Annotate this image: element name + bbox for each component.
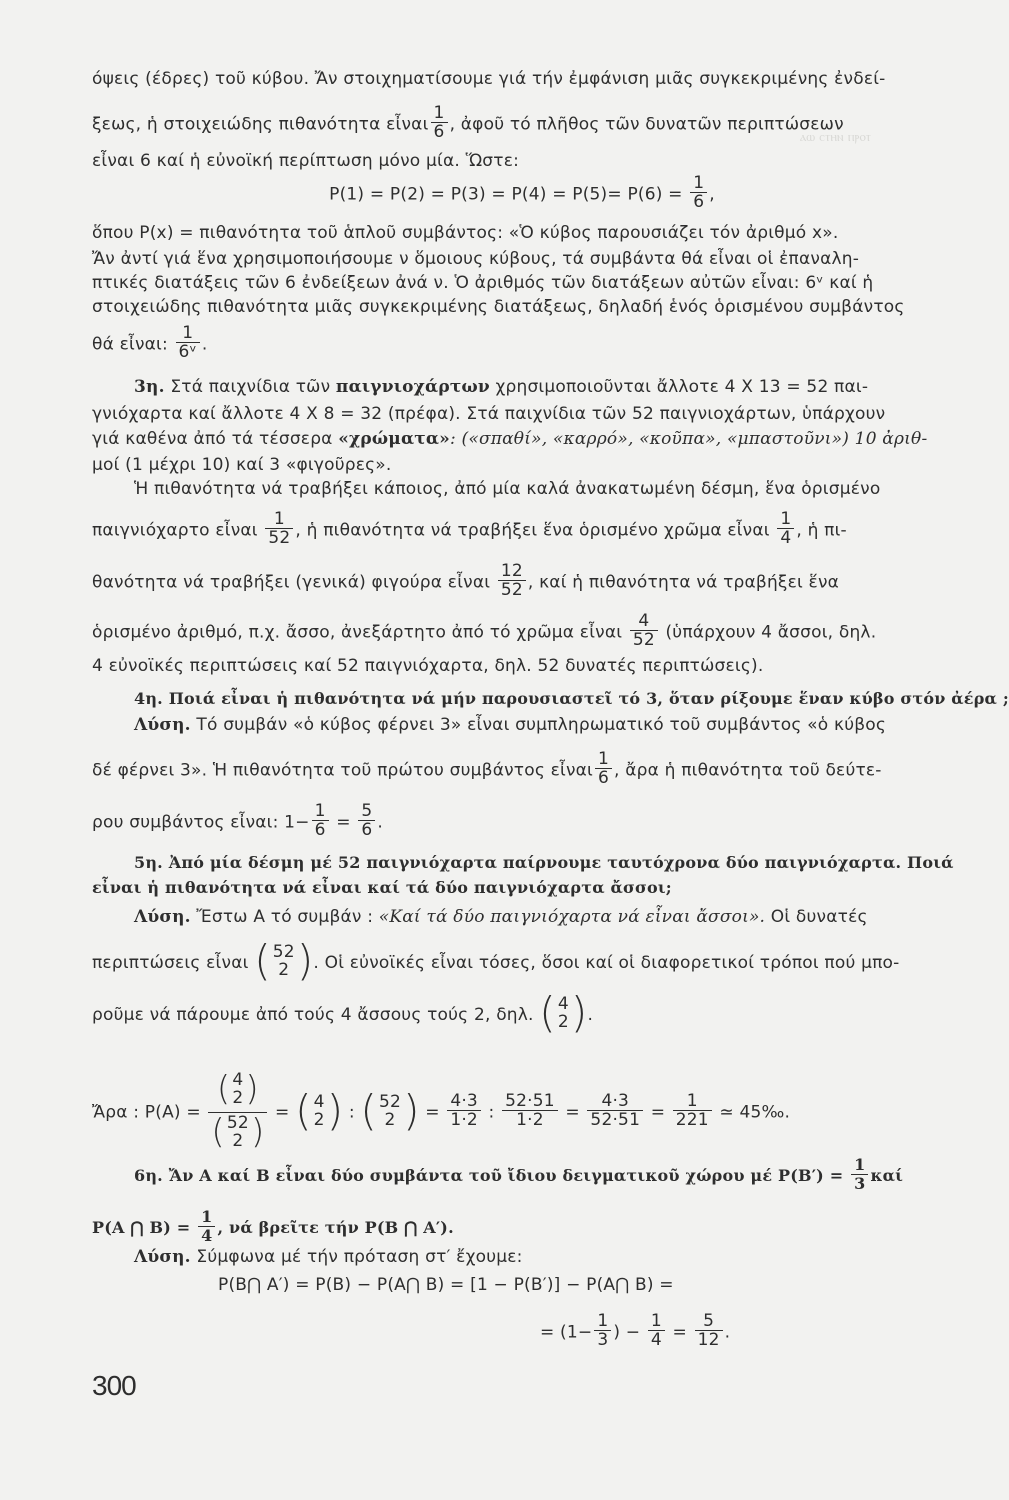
- text-line: Λύση. Ἔστω Α τό συμβάν : «Καί τά δύο παιγνιόχαρτα νά εἶναι ἄσσοι». Οἱ δυνατές: [134, 907, 868, 927]
- probability-formula: Ἄρα : P(A) = ( 4 2 ) ( 52 2 ) = ( 4 2 ) : ( 52 2 ) = $\frac{4\cdot 3}{1\cdot 2}$ : $\frac{52\cdot 51}{1\cdot 2}$ = $\frac{4\cdot 3}{52\cdot 51}$ = $\frac{1}{221}$ ≃ 45‰.: [92, 1069, 791, 1152]
- text-line: 3η. Στά παιχνίδια τῶν παιγνιοχάρτων χρησιμοποιοῦνται ἄλλοτε 4 X 13 = 52 παι-: [134, 377, 869, 397]
- exercise-question: 6η. Ἄν A καί B εἶναι δύο συμβάντα τοῦ ἴδιου δειγματικοῦ χώρου μέ P(B′) = $\frac{1}{3}$ καί: [134, 1155, 904, 1193]
- exercise-question: 4η. Ποιά εἶναι ἡ πιθανότητα νά μήν παρουσιαστεῖ τό 3, ὅταν ρίξουμε ἕναν κύβο στόν ἀέρα ;: [134, 689, 1009, 708]
- text-line: ρου συμβάντος εἶναι: 1− $\frac{1}{6}$ = $\frac{5}{6}$ .: [92, 801, 383, 840]
- text-line: εἶναι 6 καί ἡ εὐνοϊκή περίπτωση μόνο μία. Ὥστε:: [92, 151, 520, 171]
- text-line: ὁρισμένο ἀριθμό, π.χ. ἄσσο, ἀνεξάρτητο ἀπό τό χρῶμα εἶναι $\frac{4}{52}$ (ὑπάρχουν 4 ἄσσοι, δηλ.: [92, 611, 877, 650]
- exercise-question: P(A ⋂ B) = $\frac{1}{4}$ , νά βρεῖτε τήν P(B ⋂ A′).: [92, 1207, 454, 1245]
- exercise-question: 5η. Ἀπό μία δέσμη μέ 52 παιγνιόχαρτα παίρνουμε ταυτόχρονα δύο παιγνιόχαρτα. Ποιά: [134, 853, 954, 872]
- text-line: θά εἶναι: $\frac{1}{\text{6ᵛ}}$ .: [92, 323, 208, 362]
- equation: P(1) = P(2) = P(3) = P(4) = P(5)= P(6) = $\frac{1}{6}$ ,: [329, 173, 715, 212]
- text-line: γιά καθένα ἀπό τά τέσσερα «χρώματα»: («σπαθί», «καρρό», «κοῦπα», «μπαστοῦνι») 10 ἀριθ-: [92, 429, 928, 449]
- text-line: περιπτώσεις εἶναι ( 52 2 ). Οἱ εὐνοϊκές εἶναι τόσες, ὅσοι καί οἱ διαφορετικοί τρόποι πού μπο-: [92, 936, 900, 985]
- text-line: 4 εὐνοϊκές περιπτώσεις καί 52 παιγνιόχαρτα, δηλ. 52 δυνατές περιπτώσεις).: [92, 656, 764, 676]
- text-line: Ἄν ἀντί γιά ἕνα χρησιμοποιήσουμε ν ὅμοιους κύβους, τά συμβάντα θά εἶναι οἱ ἐπαναλη-: [92, 249, 860, 269]
- text-line: όψεις (έδρες) τοῦ κύβου. Ἄν στοιχηματίσουμε γιά τήν ἐμφάνιση μιᾶς συγκεκριμένης ἐνδεί-: [92, 69, 886, 89]
- text-line: ροῦμε νά πάρουμε ἀπό τούς 4 ἄσσους τούς 2, δηλ. ( 4 2 ).: [92, 988, 594, 1037]
- text-line: Ἡ πιθανότητα νά τραβήξει κάποιος, ἀπό μία καλά ἀνακατωμένη δέσμη, ἕνα ὁρισμένο: [134, 479, 881, 499]
- page-number: 300: [92, 1370, 136, 1401]
- bleed-through: ⲁⲱ ⲥⲧⲏⲛ ⲡⲣⲟⲧ: [800, 130, 872, 145]
- text-line: δέ φέρνει 3». Ἡ πιθανότητα τοῦ πρώτου συμβάντος εἶναι $\frac{1}{6}$ , ἄρα ἡ πιθανότητα τοῦ δεύτε-: [92, 749, 882, 788]
- text-line: στοιχειώδης πιθανότητα μιᾶς συγκεκριμένης διατάξεως, δηλαδή ἑνός ὁρισμένου συμβάντος: [92, 297, 905, 317]
- text-line: ὅπου P(x) = πιθανότητα τοῦ ἁπλοῦ συμβάντος: «Ὁ κύβος παρουσιάζει τόν ἀριθμό x».: [92, 223, 839, 243]
- exercise-question: εἶναι ἡ πιθανότητα νά εἶναι καί τά δύο παιγνιόχαρτα ἄσσοι;: [92, 878, 672, 897]
- equation: P(B⋂ A′) = P(B) − P(A⋂ B) = [1 − P(B′)] − P(A⋂ B) =: [218, 1275, 674, 1295]
- text-line: ξεως, ἡ στοιχειώδης πιθανότητα εἶναι $\frac{1}{6}$ , ἀφοῦ τό πλῆθος τῶν δυνατῶν περιπτώσεων: [92, 103, 844, 142]
- text-line: Λύση. Τό συμβάν «ὁ κύβος φέρνει 3» εἶναι συμπληρωματικό τοῦ συμβάντος «ὁ κύβος: [134, 715, 887, 735]
- text-line: γνιόχαρτα καί ἄλλοτε 4 X 8 = 32 (πρέφα). Στά παιχνίδια τῶν 52 παιγνιοχάρτων, ὑπάρχουν: [92, 404, 886, 424]
- text-line: πτικές διατάξεις τῶν 6 ἐνδείξεων ἀνά ν. Ὁ ἀριθμός τῶν διατάξεων αὐτῶν εἶναι: 6ᵛ καί ἡ: [92, 273, 874, 293]
- equation: = (1− $\frac{1}{3}$ ) − $\frac{1}{4}$ = $\frac{5}{12}$ .: [540, 1311, 731, 1350]
- text-line: παιγνιόχαρτο εἶναι $\frac{1}{52}$ , ἡ πιθανότητα νά τραβήξει ἕνα ὁρισμένο χρῶμα εἶναι $\frac{1}{4}$ , ἡ πι-: [92, 509, 847, 548]
- text-line: μοί (1 μέχρι 10) καί 3 «φιγοῦρες».: [92, 455, 392, 475]
- text-line: Λύση. Σύμφωνα μέ τήν πρόταση στ′ ἔχουμε:: [134, 1247, 523, 1267]
- text-line: θανότητα νά τραβήξει (γενικά) φιγούρα εἶναι $\frac{12}{52}$ , καί ἡ πιθανότητα νά τραβήξει ἕνα: [92, 561, 840, 600]
